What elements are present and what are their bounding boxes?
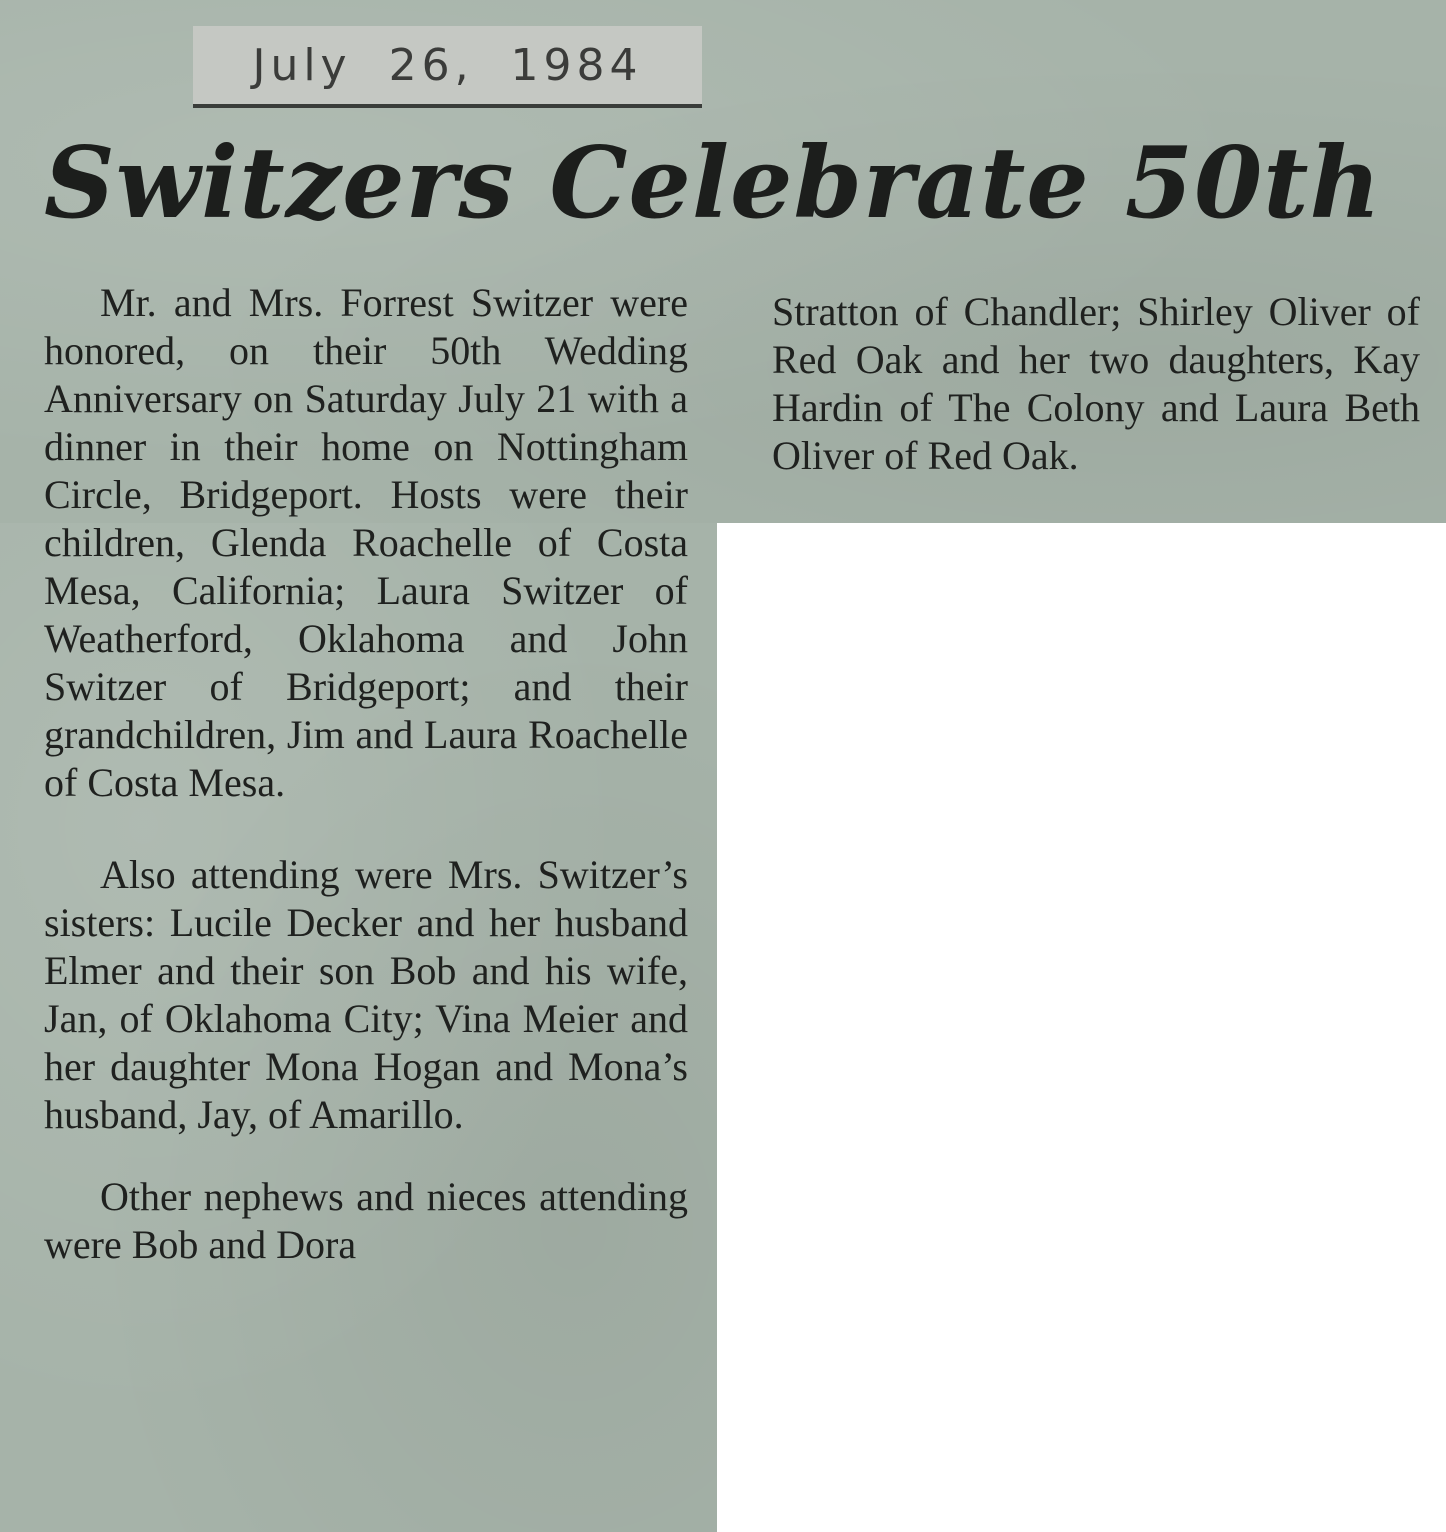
headline: Switzers Celebrate 50th — [44, 126, 1382, 241]
date-label: July 26, 1984 — [193, 26, 702, 108]
paragraph-2: Also attending were Mrs. Switzer’s sisters: Lucile Decker and her husband Elmer and their son Bob and his wife, Jan, of Oklahoma City; Vina Meier and her daughter Mona Hogan and Mona’s husband, Jay, of Amarillo. — [44, 852, 688, 1137]
left-column — [44, 279, 688, 1269]
right-column — [772, 288, 1420, 480]
paragraph-continued: Stratton of Chandler; Shirley Oliver of Red Oak and her two daughters, Kay Hardin of The Colony and Laura Beth Oliver of Red Oak. — [772, 289, 1420, 478]
paragraph-1: Mr. and Mrs. Forrest Switzer were honored, on their 50th Wedding Anniversary on Saturday July 21 with a dinner in their home on Nottingham Circle, Bridgeport. Hosts were their children, Glenda Roachelle of Costa Mesa, California; Laura Switzer of Weatherford, Oklahoma and John Switzer of Bridgeport; and their grandchildren, Jim and Laura Roachelle of Costa Mesa. — [44, 280, 688, 805]
paragraph-3: Other nephews and nieces attending were Bob and Dora — [44, 1174, 688, 1267]
